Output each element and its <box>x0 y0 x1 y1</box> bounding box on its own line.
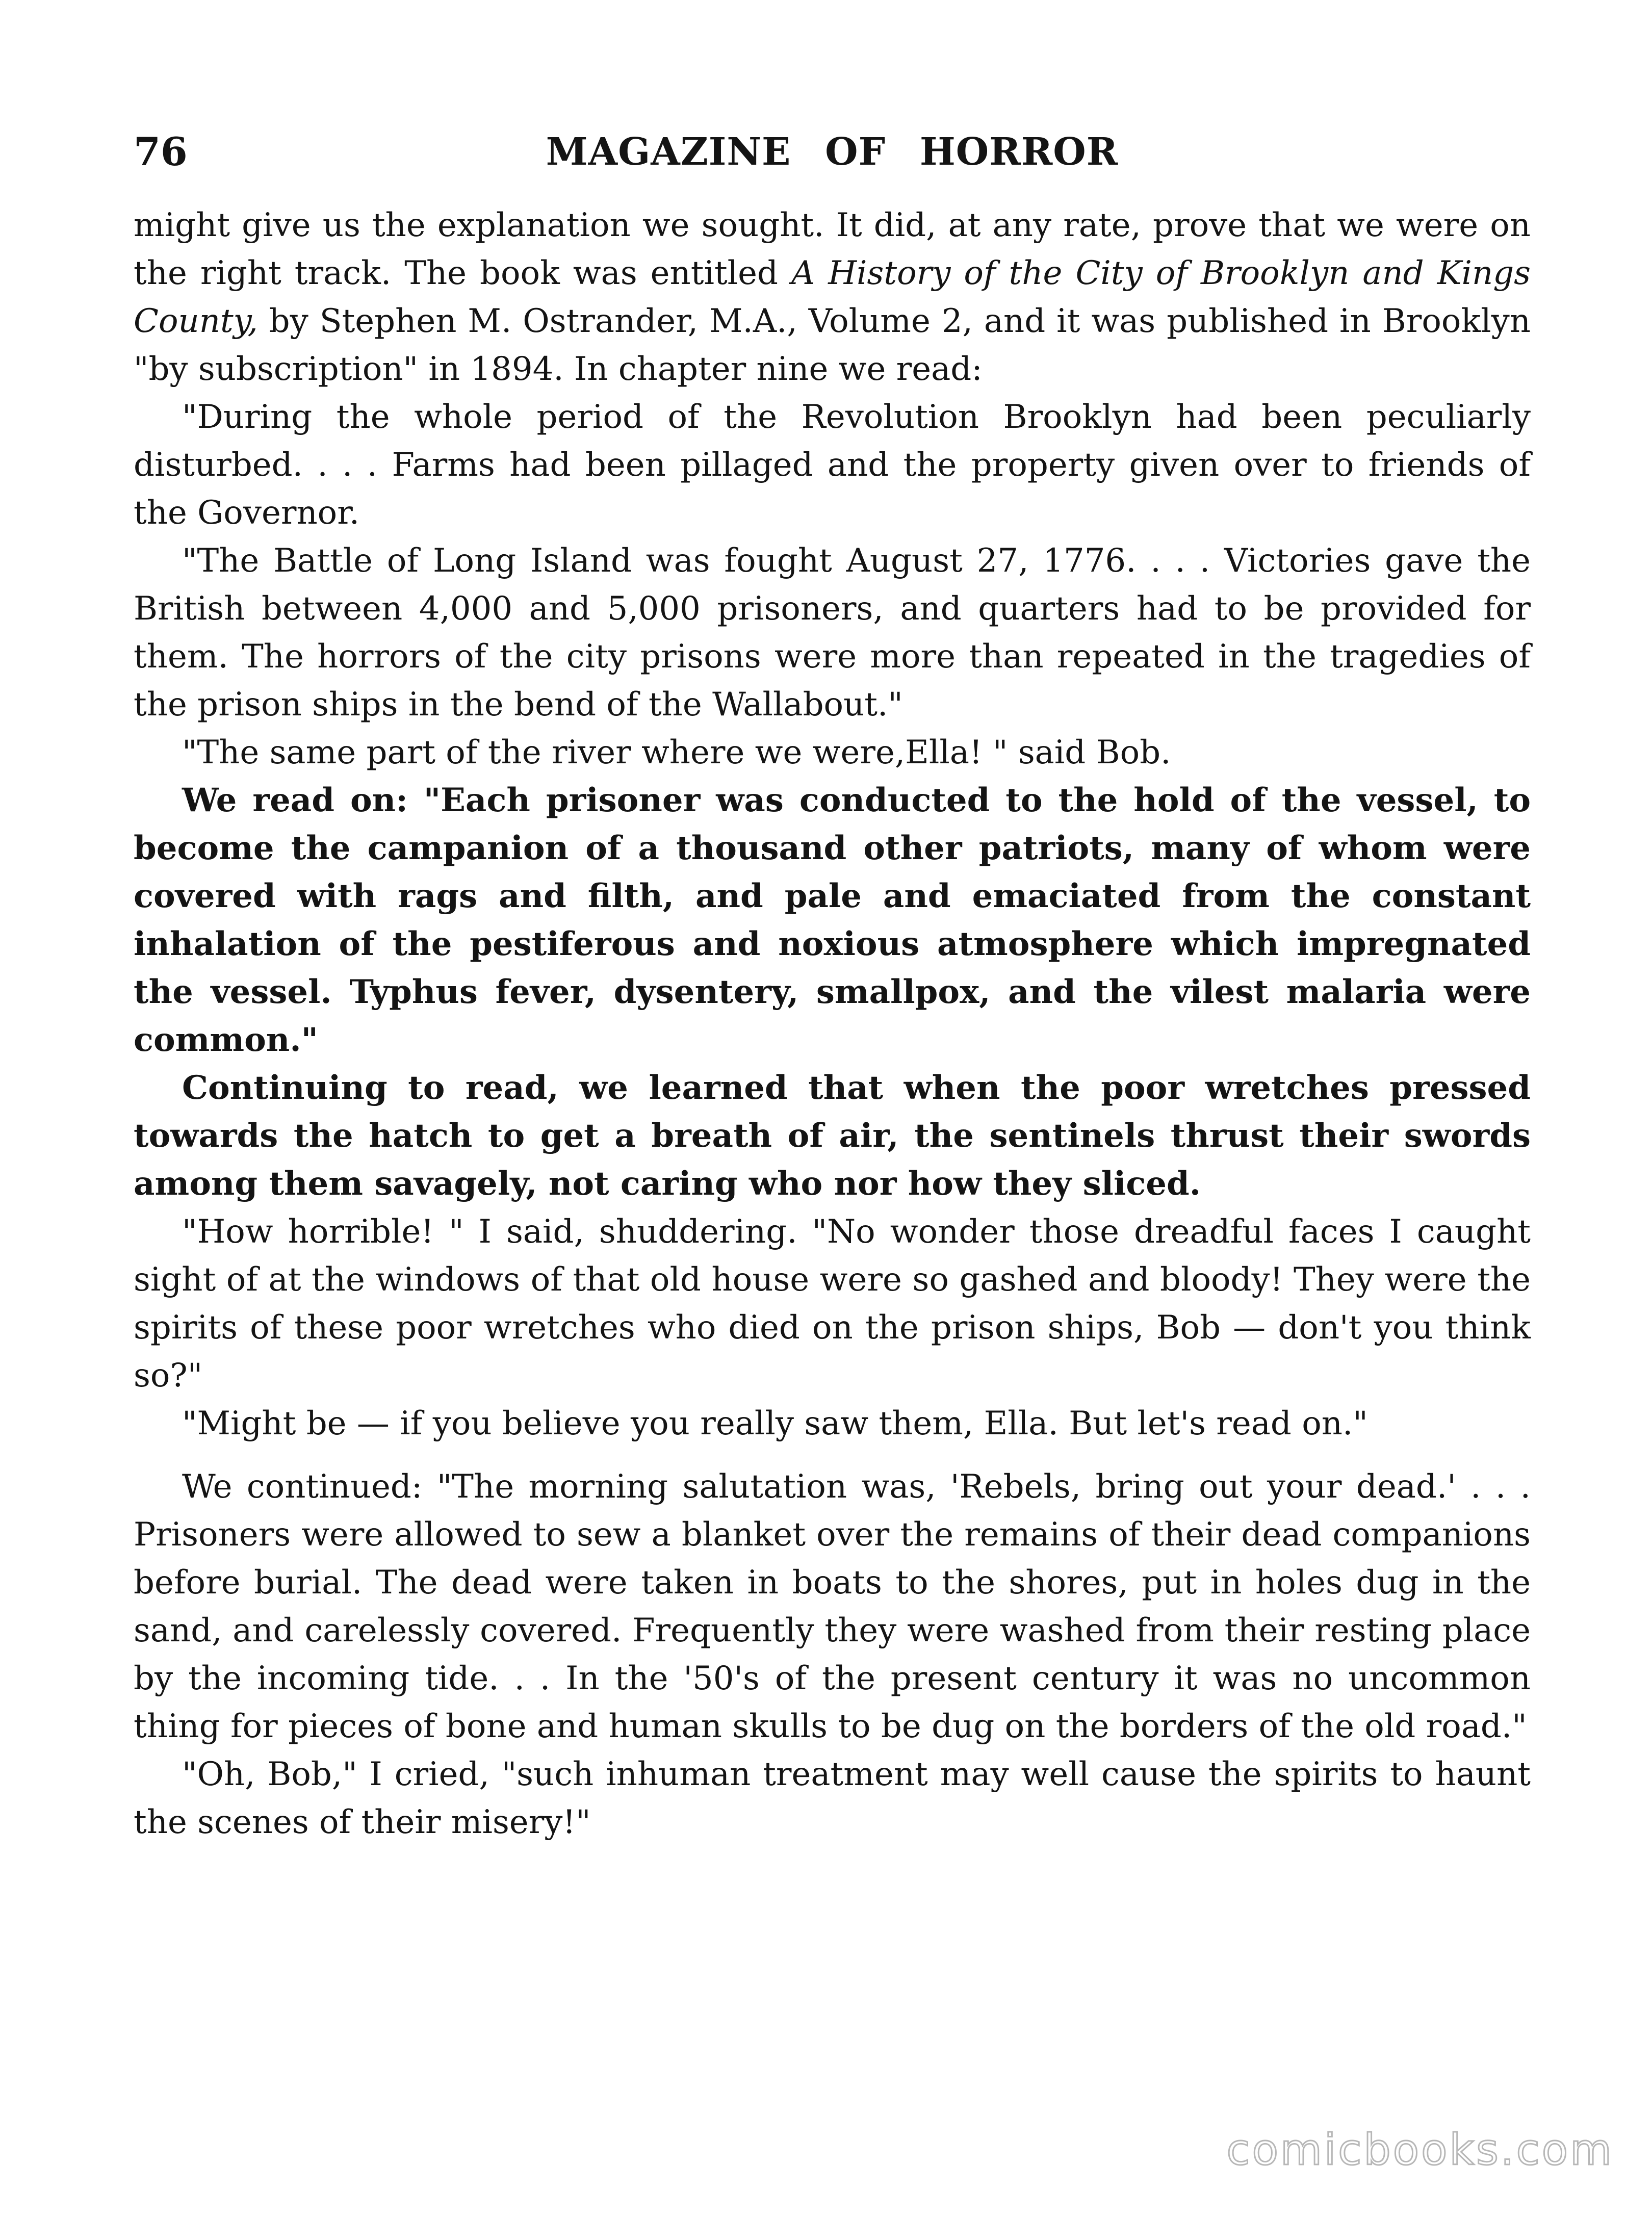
paragraph-7: "How horrible! " I said, shuddering. "No wonder those dreadful faces I caught sight of at the windows of that old house were so gashed and bloody! They were the spirits of these poor wretches who died on the prison ships, Bob — don't you think so?" <box>134 1213 1531 1395</box>
paragraph-9: We continued: "The morning salutation was, 'Rebels, bring out your dead.' . . . Prisoners were allowed to sew a blanket over the remains of their dead companions before burial. The dead were taken in boats to the shores, put in holes dug in the sand, and carelessly covered. Frequently they were washed from their resting place by the incoming tide. . . In the '50's of the present century it was no uncommon thing for pieces of bone and human skulls to be dug on the borders of the old road." <box>134 1468 1531 1745</box>
watermark-logo: comicbooks.com <box>1226 2125 1614 2175</box>
paragraph-4: "The same part of the river where we were,Ella! " said Bob. <box>182 734 1171 771</box>
book-title: A History of the City of Brooklyn and Kings County, <box>134 254 1531 340</box>
paragraph-1-text-a: might give us the explanation we sought. It did, at any rate, prove that we were on the right track. The book was entitled <box>134 207 1531 292</box>
paragraph-5: We read on: "Each prisoner was conducted to the hold of the vessel, to become the campanion of a thousand other patriots, many of whom were covered with rags and filth, and pale and emaciated from the constant inhalation of the pestiferous and noxious atmosphere which impregnated the vessel. Typhus fever, dysentery, smallpox, and the vilest malaria were common." <box>134 781 1531 1059</box>
paragraph-6: Continuing to read, we learned that when the poor wretches pressed towards the hatch to get a breath of air, the sentinels thrust their swords among them savagely, not caring who nor how they sliced. <box>134 1069 1531 1203</box>
paragraph-8: "Might be — if you believe you really saw them, Ella. But let's read on." <box>182 1405 1368 1442</box>
paragraph-2: "During the whole period of the Revolution Brooklyn had been peculiarly disturbed. . . . Farms had been pillaged and the property given over to friends of the Governor. <box>134 398 1531 532</box>
running-head: MAGAZINE OF HORROR <box>546 130 1119 174</box>
paragraph-1 <box>134 201 1531 393</box>
page-header <box>134 126 1531 183</box>
paragraph-1-text-b: by Stephen M. Ostrander, M.A., Volume 2, and it was published in Brooklyn "by subscription" in 1894. In chapter nine we read: <box>134 302 1531 388</box>
paragraph-3: "The Battle of Long Island was fought August 27, 1776. . . . Victories gave the British between 4,000 and 5,000 prisoners, and quarters had to be provided for them. The horrors of the city prisons were more than repeated in the tragedies of the prison ships in the bend of the Wallabout." <box>134 542 1531 724</box>
article-body <box>134 201 1531 1846</box>
page-number: 76 <box>134 129 188 174</box>
paragraph-10: "Oh, Bob," I cried, "such inhuman treatment may well cause the spirits to haunt the scenes of their misery!" <box>134 1756 1531 1841</box>
